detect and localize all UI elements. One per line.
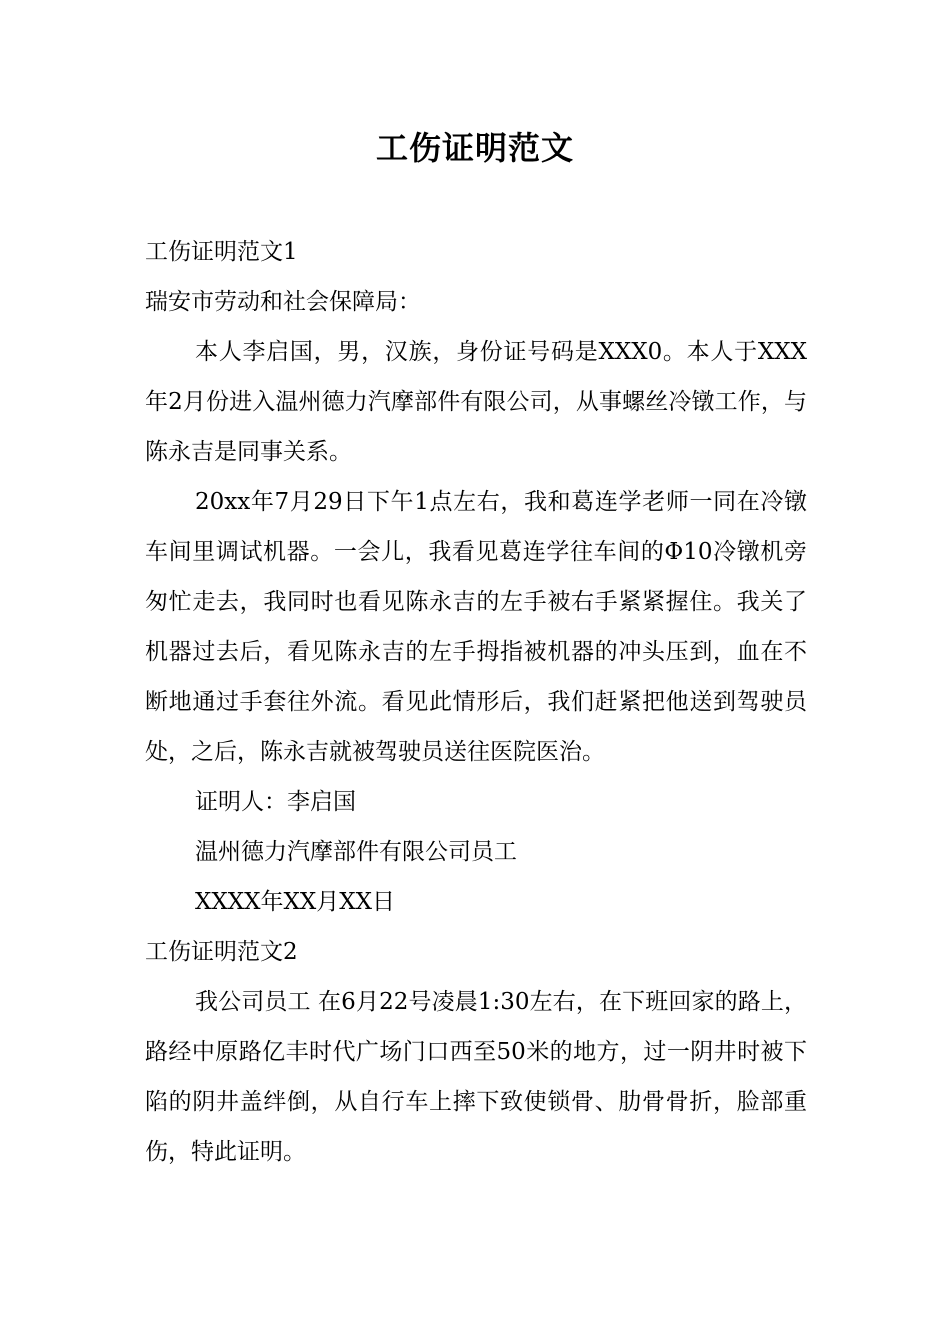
section2-heading: 工伤证明范文2	[145, 939, 298, 965]
section1-addressee: 瑞安市劳动和社会保障局：	[145, 289, 421, 315]
section1-paragraph-2: 20xx年7月29日下午1点左右，我和葛连学老师一同在冷镦车间里调试机器。一会儿，我看见葛连学往车间的Φ10冷镦机旁匆忙走去，我同时也看见陈永吉的左手被右手紧紧握住。我关了机器过去后，看见陈永吉的左手拇指被机器的冲头压到，血在不断地通过手套往外流。看见此情形后，我们赶紧把他送到驾驶员处，之后，陈永吉就被驾驶员送往医院医治。	[145, 489, 807, 765]
section1-heading: 工伤证明范文1	[145, 239, 298, 265]
document-title: 工伤证明范文	[375, 129, 574, 167]
document-body	[145, 227, 807, 1177]
section2-paragraph-1: 我公司员工 在6月22号凌晨1:30左右，在下班回家的路上，路经中原路亿丰时代广场门口西至50米的地方，过一阴井时被下陷的阴井盖绊倒，从自行车上摔下致使锁骨、肋骨骨折，脸部重伤，特此证明。	[145, 989, 807, 1165]
section1-witness: 证明人：李启国	[195, 789, 356, 815]
section1-company: 温州德力汽摩部件有限公司员工	[195, 839, 517, 865]
section1-date: XXXX年XX月XX日	[195, 889, 395, 915]
section1-paragraph-1: 本人李启国，男，汉族，身份证号码是XXX0。本人于XXX年2月份进入温州德力汽摩部件有限公司，从事螺丝冷镦工作，与陈永吉是同事关系。	[145, 339, 807, 465]
